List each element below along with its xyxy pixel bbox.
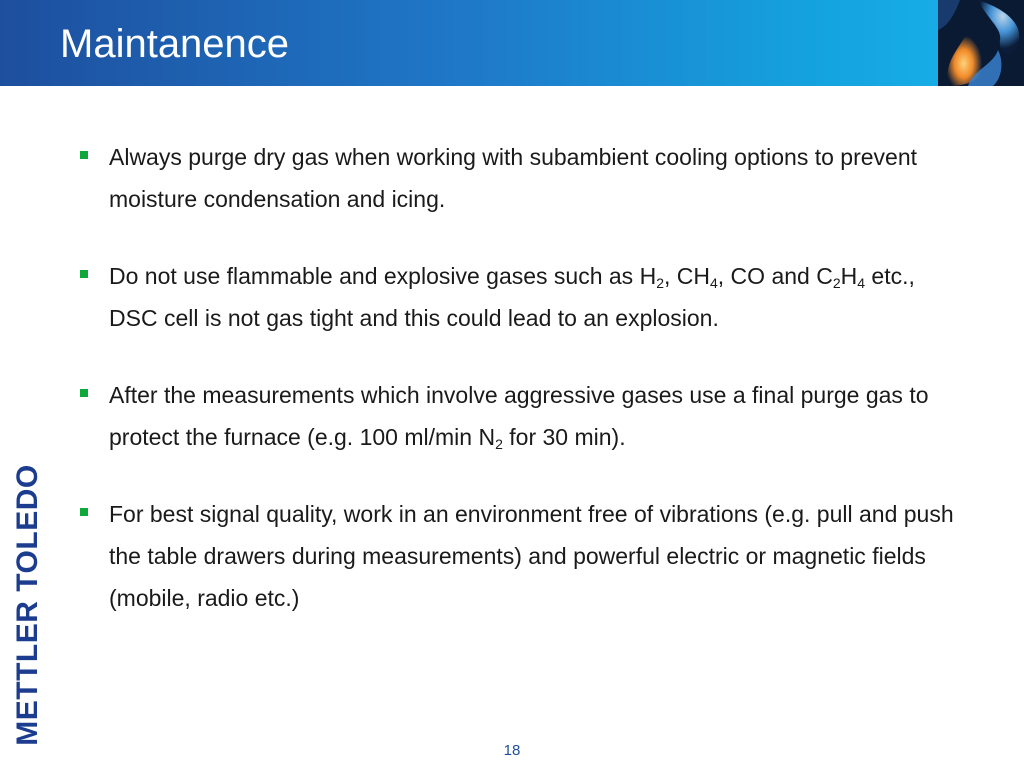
text-run: Do not use flammable and explosive gases such as H <box>109 263 657 289</box>
square-bullet-icon <box>80 389 88 397</box>
flame-image-icon <box>938 0 1024 86</box>
subscript: 4 <box>857 275 866 291</box>
bullet-text <box>109 263 915 331</box>
subscript: 2 <box>495 436 503 452</box>
mettler-toledo-logo <box>0 464 56 746</box>
square-bullet-icon <box>80 508 88 516</box>
text-run: H <box>840 263 858 289</box>
bullet-item <box>80 374 960 458</box>
slide-title: Maintanence <box>60 22 290 66</box>
bullet-item <box>80 136 960 220</box>
subscript: 2 <box>832 275 841 291</box>
logo-text: METTLER TOLEDO <box>11 464 44 746</box>
square-bullet-icon <box>80 151 88 159</box>
bullet-text: For best signal quality, work in an environment free of vibrations (e.g. pull and push the table drawers during measurements) and powerful electric or magnetic fields (mobile, radio etc.) <box>109 501 954 611</box>
text-run: etc., DSC cell is not gas tight and this could lead to an explosion. <box>109 263 915 331</box>
bullet-list <box>80 136 960 619</box>
bullet-text <box>109 382 929 450</box>
text-run: , CO and C <box>717 263 833 289</box>
bullet-item <box>80 255 960 339</box>
text-run: , CH <box>663 263 710 289</box>
subscript: 2 <box>656 275 664 291</box>
square-bullet-icon <box>80 270 88 278</box>
bullet-item <box>80 493 960 619</box>
bullet-text: Always purge dry gas when working with subambient cooling options to prevent moisture condensation and icing. <box>109 144 917 212</box>
title-bar <box>0 0 1024 86</box>
text-run: for 30 min). <box>502 424 626 450</box>
subscript: 4 <box>709 275 718 291</box>
page-number: 18 <box>503 742 521 759</box>
text-run: After the measurements which involve aggressive gases use a final purge gas to protect the furnace (e.g. 100 ml/min N <box>109 382 929 450</box>
